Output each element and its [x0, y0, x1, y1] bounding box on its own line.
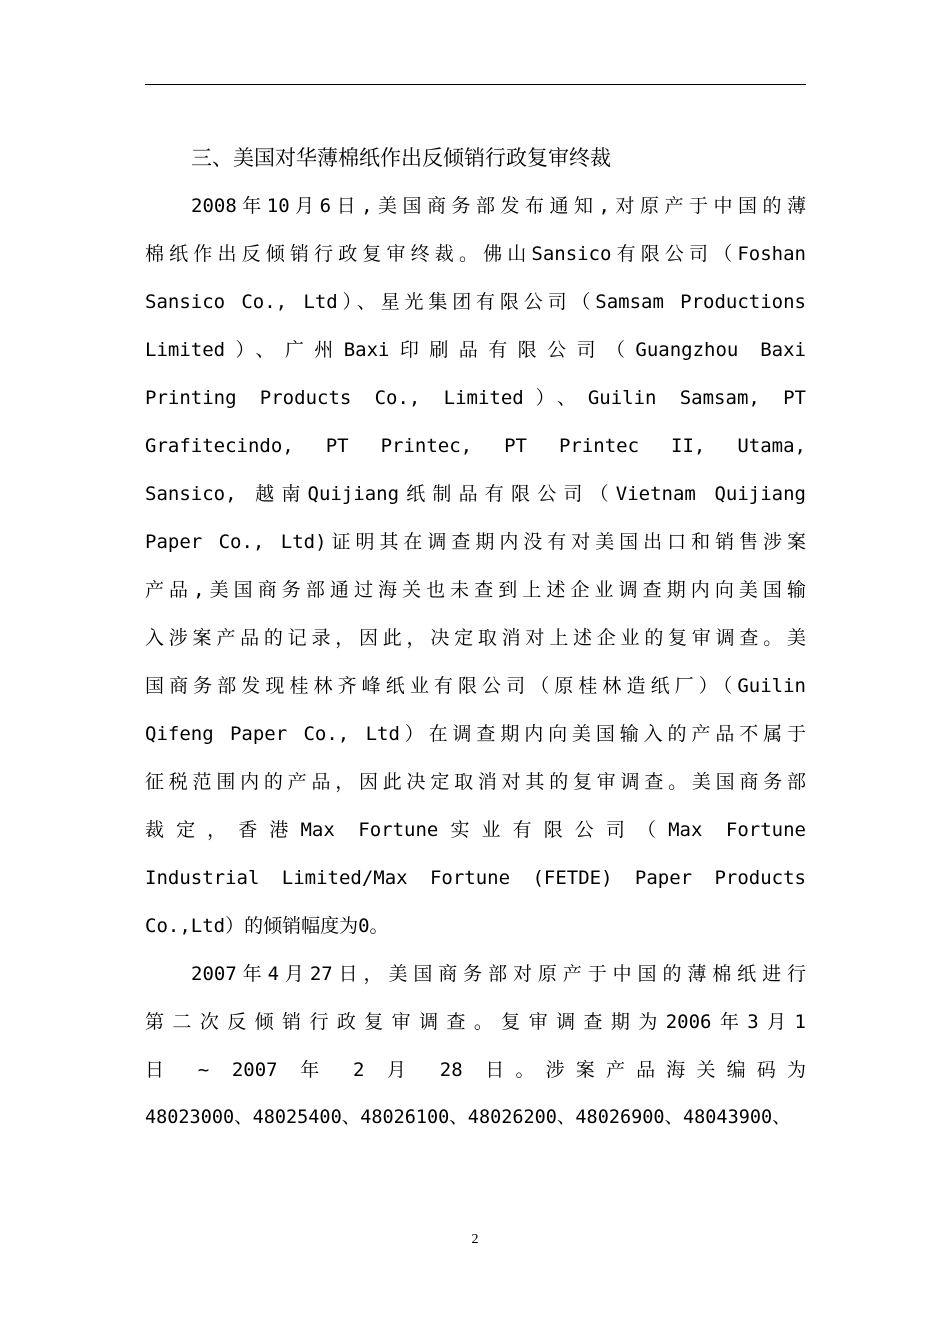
paragraph-line: Sansico Co., Ltd）、星光集团有限公司（Samsam Productions [145, 291, 806, 313]
paragraph-line: Co.,Ltd）的倾销幅度为0。 [145, 915, 389, 937]
header-rule [145, 84, 806, 85]
paragraph-2 [145, 950, 806, 1142]
paragraph-1 [145, 182, 806, 950]
paragraph-line: 产品,美国商务部通过海关也未查到上述企业调查期内向美国输 [145, 579, 806, 601]
paragraph-line: Qifeng Paper Co., Ltd）在调查期内向美国输入的产品不属于 [145, 723, 806, 745]
paragraph-line: 2008年10月6日,美国商务部发布通知,对原产于中国的薄 [191, 195, 806, 217]
paragraph-line: 第二次反倾销行政复审调查。复审调查期为2006年3月1 [145, 1011, 806, 1033]
paragraph-line: 2007年4月27日，美国商务部对原产于中国的薄棉纸进行 [191, 963, 806, 985]
paragraph-line: Sansico, 越南Quijiang纸制品有限公司（Vietnam Quijiang [145, 483, 806, 505]
paragraph-line: 48023000、48025400、48026100、48026200、48026900、48043900、 [145, 1107, 791, 1128]
paragraph-line: 棉纸作出反倾销行政复审终裁。佛山Sansico有限公司（Foshan [145, 243, 806, 265]
paragraph-line: 日 ~ 2007 年 2 月 28 日。涉案产品海关编码为 [145, 1059, 806, 1081]
paragraph-line: 国商务部发现桂林齐峰纸业有限公司（原桂林造纸厂）（Guilin [145, 675, 806, 697]
paragraph-line: Industrial Limited/Max Fortune (FETDE) Paper Products [145, 867, 806, 889]
section-heading: 三、美国对华薄棉纸作出反倾销行政复审终裁 [191, 146, 611, 170]
paragraph-line: Printing Products Co., Limited）、Guilin Samsam, PT [145, 387, 806, 409]
page-number: 2 [471, 1232, 479, 1247]
paragraph-line: Grafitecindo, PT Printec, PT Printec II, Utama, [145, 435, 806, 457]
page-body [145, 134, 806, 1142]
paragraph-line: 征税范围内的产品，因此决定取消对其的复审调查。美国商务部 [145, 771, 806, 793]
paragraph-line: 裁定，香港Max Fortune实业有限公司（Max Fortune [145, 819, 806, 841]
paragraph-line: Limited）、广州Baxi印刷品有限公司（Guangzhou Baxi [145, 339, 806, 361]
paragraph-line: 入涉案产品的记录，因此，决定取消对上述企业的复审调查。美 [145, 627, 806, 649]
paragraph-line: Paper Co., Ltd)证明其在调查期内没有对美国出口和销售涉案 [145, 531, 806, 553]
